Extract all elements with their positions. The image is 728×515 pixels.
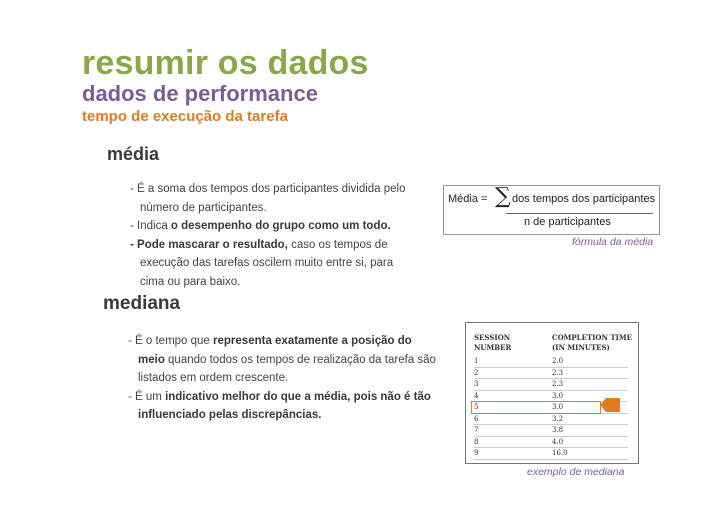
time-cell: 3.8 <box>552 426 564 434</box>
session-cell: 7 <box>474 426 479 434</box>
slide-title: resumir os dados <box>82 44 369 82</box>
table-row <box>466 426 638 436</box>
time-cell: 3.0 <box>552 391 564 400</box>
media-bullets <box>130 180 406 291</box>
formula-numerator: dos tempos dos participantes <box>512 193 656 205</box>
fraction-bar <box>506 213 653 214</box>
row-divider <box>474 424 628 425</box>
arrow-left-icon <box>600 397 620 413</box>
row-divider <box>474 459 628 460</box>
media-bullet-1-cont: número de participantes. <box>140 201 267 214</box>
slide-subtitle: dados de performance <box>82 81 318 106</box>
media-bullet-3: - Pode mascarar o resultado, caso os tempos de <box>130 238 388 251</box>
row-divider <box>474 436 628 437</box>
row-divider <box>474 378 628 379</box>
table-header-session: SESSION NUMBER <box>474 333 512 352</box>
session-cell: 4 <box>474 391 479 400</box>
session-cell: 1 <box>474 357 479 365</box>
time-cell: 3.0 <box>552 403 564 411</box>
median-example-table <box>465 322 639 464</box>
session-cell: 5 <box>474 403 479 411</box>
mediana-caption: exemplo de mediana <box>527 466 625 478</box>
table-row <box>466 415 638 425</box>
median-row-highlight <box>471 401 601 414</box>
table-row <box>466 357 638 367</box>
table-row <box>466 380 638 390</box>
table-row <box>466 369 638 379</box>
mediana-bullet-2-cont: influenciado pelas discrepâncias. <box>138 409 322 421</box>
formula-label: Média = <box>448 193 488 205</box>
sigma-icon: ∑ <box>495 184 511 209</box>
mediana-bullet-1: - É o tempo que representa exatamente a posição do <box>128 335 412 347</box>
session-cell: 3 <box>474 380 479 388</box>
time-cell: 2.0 <box>552 357 564 365</box>
table-row <box>466 449 638 459</box>
media-heading: média <box>107 144 160 164</box>
table-header-time: COMPLETION TIME (IN MINUTES) <box>552 333 632 352</box>
mediana-bullet-1-cont: meio quando todos os tempos de realização da tarefa são <box>138 353 436 366</box>
time-cell: 4.0 <box>552 437 564 446</box>
session-cell: 2 <box>474 368 479 377</box>
row-divider <box>474 367 628 368</box>
media-formula-box <box>443 185 660 235</box>
time-cell: 16.0 <box>552 449 568 457</box>
time-cell: 2.3 <box>552 380 564 388</box>
media-bullet-3-cont: execução das tarefas oscilem muito entre si, para <box>140 257 394 269</box>
time-cell: 3.2 <box>552 414 564 423</box>
media-bullet-2: - Indica o desempenho do grupo como um todo. <box>130 220 391 232</box>
session-cell: 8 <box>474 437 479 446</box>
media-bullet-3-cont-2: cima ou para baixo. <box>140 275 241 288</box>
formula-caption: fórmula da média <box>572 236 654 248</box>
mediana-bullet-1-cont-2: listados em ordem crescente. <box>138 372 289 384</box>
slide-topic: tempo de execução da tarefa <box>82 108 288 125</box>
session-cell: 9 <box>474 449 479 457</box>
row-divider <box>474 390 628 391</box>
formula-denominator: n de participantes <box>524 216 611 228</box>
table-row <box>466 438 638 448</box>
mediana-bullets <box>128 332 436 425</box>
session-cell: 6 <box>474 414 479 423</box>
mediana-heading: mediana <box>103 293 181 314</box>
media-bullet-1: - É a soma dos tempos dos participantes dividida pelo <box>130 183 406 195</box>
time-cell: 2.3 <box>552 368 564 377</box>
row-divider <box>474 447 628 448</box>
mediana-bullet-2: - É um indicativo melhor do que a média, pois não é tão <box>128 390 431 403</box>
